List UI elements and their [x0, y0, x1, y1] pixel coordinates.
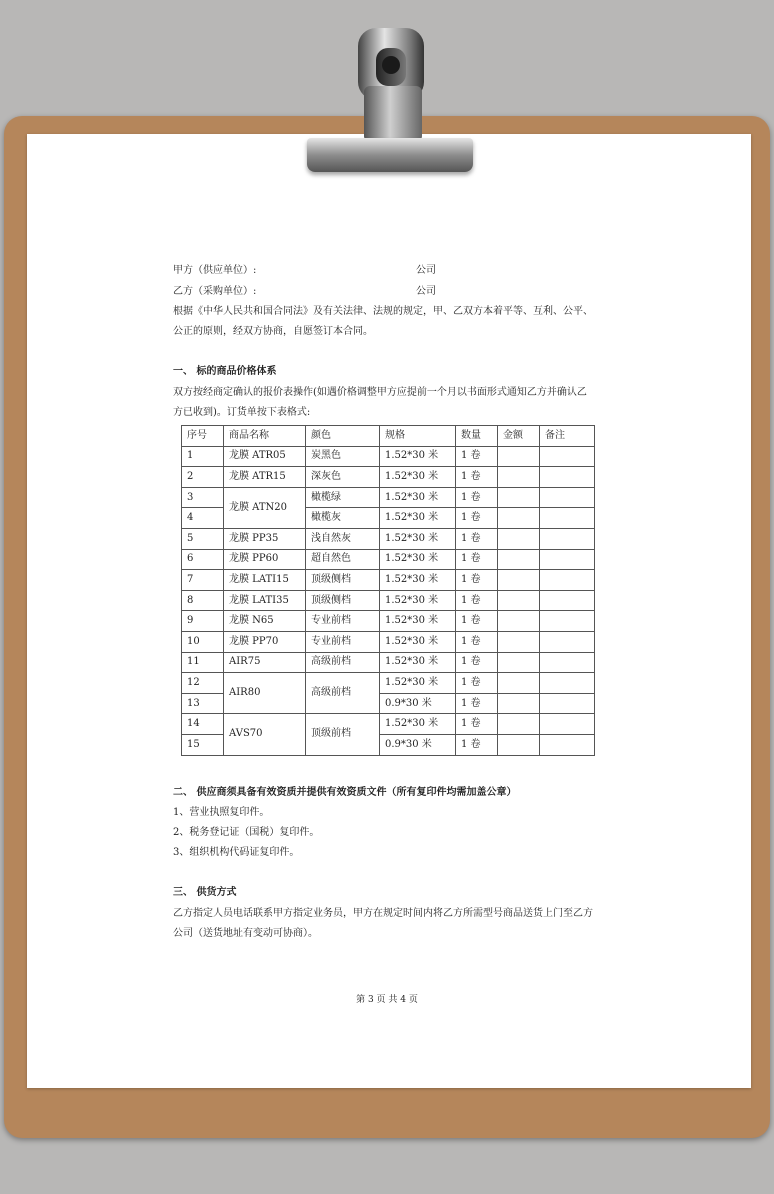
cell-remark — [540, 652, 595, 673]
cell-product: AVS70 — [224, 714, 306, 755]
cell-color: 橄榄灰 — [306, 508, 380, 529]
cell-qty: 1 卷 — [456, 590, 498, 611]
cell-remark — [540, 549, 595, 570]
cell-spec: 1.52*30 米 — [380, 549, 456, 570]
section1-title: 一、 标的商品价格体系 — [173, 366, 277, 377]
table-row — [182, 590, 595, 611]
cell-remark — [540, 611, 595, 632]
cell-color: 深灰色 — [306, 467, 380, 488]
intro-line-2: 公正的原则，经双方协商，自愿签订本合同。 — [173, 326, 373, 337]
header-cell: 颜色 — [306, 426, 380, 447]
table-row — [182, 570, 595, 591]
table-row — [182, 714, 595, 735]
header-cell: 商品名称 — [224, 426, 306, 447]
cell-qty: 1 卷 — [456, 446, 498, 467]
party-b-company: 公司 — [416, 286, 436, 297]
section2-item-1: 1、营业执照复印件。 — [173, 807, 270, 818]
cell-qty: 1 卷 — [456, 611, 498, 632]
cell-remark — [540, 570, 595, 591]
cell-product: 龙膜 PP70 — [224, 631, 306, 652]
cell-qty: 1 卷 — [456, 673, 498, 694]
table-row — [182, 549, 595, 570]
cell-spec: 1.52*30 米 — [380, 631, 456, 652]
cell-no: 4 — [182, 508, 224, 529]
table-header-row — [182, 426, 595, 447]
cell-remark — [540, 590, 595, 611]
cell-color: 橄榄绿 — [306, 487, 380, 508]
cell-spec: 1.52*30 米 — [380, 467, 456, 488]
cell-color: 专业前档 — [306, 631, 380, 652]
section3-text-line-2: 公司（送货地址有变动可协商）。 — [173, 928, 318, 939]
cell-amount — [498, 693, 540, 714]
cell-remark — [540, 467, 595, 488]
cell-color: 专业前档 — [306, 611, 380, 632]
header-cell: 金额 — [498, 426, 540, 447]
cell-no: 1 — [182, 446, 224, 467]
cell-amount — [498, 631, 540, 652]
binder-clip-hole — [382, 56, 400, 74]
cell-color: 炭黑色 — [306, 446, 380, 467]
cell-no: 14 — [182, 714, 224, 735]
binder-clip-base — [307, 138, 473, 172]
section2-title: 二、 供应商须具备有效资质并提供有效资质文件（所有复印件均需加盖公章） — [173, 787, 517, 798]
cell-spec: 1.52*30 米 — [380, 487, 456, 508]
cell-amount — [498, 508, 540, 529]
cell-color: 浅自然灰 — [306, 528, 380, 549]
cell-no: 13 — [182, 693, 224, 714]
cell-amount — [498, 714, 540, 735]
cell-amount — [498, 549, 540, 570]
intro-line-1: 根据《中华人民共和国合同法》及有关法律、法规的规定，甲、乙双方本着平等、互利、公平、 — [173, 306, 593, 317]
cell-spec: 0.9*30 米 — [380, 693, 456, 714]
cell-qty: 1 卷 — [456, 652, 498, 673]
cell-no: 8 — [182, 590, 224, 611]
cell-no: 6 — [182, 549, 224, 570]
cell-spec: 0.9*30 米 — [380, 734, 456, 755]
table-row — [182, 673, 595, 694]
cell-remark — [540, 673, 595, 694]
table-row — [182, 467, 595, 488]
cell-no: 7 — [182, 570, 224, 591]
cell-qty: 1 卷 — [456, 734, 498, 755]
cell-amount — [498, 446, 540, 467]
cell-remark — [540, 693, 595, 714]
cell-product: 龙膜 PP60 — [224, 549, 306, 570]
cell-product: 龙膜 LATI15 — [224, 570, 306, 591]
cell-amount — [498, 734, 540, 755]
cell-no: 11 — [182, 652, 224, 673]
cell-no: 15 — [182, 734, 224, 755]
table-row — [182, 446, 595, 467]
cell-qty: 1 卷 — [456, 693, 498, 714]
cell-remark — [540, 714, 595, 735]
cell-remark — [540, 487, 595, 508]
cell-product: AIR80 — [224, 673, 306, 714]
section1-text-line-1: 双方按经商定确认的报价表操作(如遇价格调整甲方应提前一个月以书面形式通知乙方并确认乙 — [173, 387, 587, 398]
cell-qty: 1 卷 — [456, 714, 498, 735]
cell-amount — [498, 467, 540, 488]
cell-remark — [540, 734, 595, 755]
cell-spec: 1.52*30 米 — [380, 611, 456, 632]
section2-item-3: 3、组织机构代码证复印件。 — [173, 847, 300, 858]
cell-qty: 1 卷 — [456, 631, 498, 652]
cell-spec: 1.52*30 米 — [380, 508, 456, 529]
cell-color: 高级前档 — [306, 673, 380, 714]
table-row — [182, 528, 595, 549]
page-footer: 第 3 页 共 4 页 — [356, 995, 418, 1005]
cell-qty: 1 卷 — [456, 528, 498, 549]
header-cell: 规格 — [380, 426, 456, 447]
cell-qty: 1 卷 — [456, 549, 498, 570]
table-row — [182, 631, 595, 652]
cell-amount — [498, 590, 540, 611]
party-b-label: 乙方（采购单位）: — [173, 286, 257, 297]
header-cell: 数量 — [456, 426, 498, 447]
cell-spec: 1.52*30 米 — [380, 528, 456, 549]
cell-product: 龙膜 N65 — [224, 611, 306, 632]
table-row — [182, 487, 595, 508]
cell-remark — [540, 446, 595, 467]
cell-color: 高级前档 — [306, 652, 380, 673]
header-cell: 序号 — [182, 426, 224, 447]
table-row — [182, 611, 595, 632]
cell-amount — [498, 652, 540, 673]
cell-spec: 1.52*30 米 — [380, 446, 456, 467]
cell-remark — [540, 631, 595, 652]
cell-product: 龙膜 ATR05 — [224, 446, 306, 467]
cell-spec: 1.52*30 米 — [380, 714, 456, 735]
cell-qty: 1 卷 — [456, 570, 498, 591]
cell-amount — [498, 673, 540, 694]
cell-no: 12 — [182, 673, 224, 694]
section3-text-line-1: 乙方指定人员电话联系甲方指定业务员，甲方在规定时间内将乙方所需型号商品送货上门至乙方 — [173, 908, 593, 919]
table-row — [182, 652, 595, 673]
cell-color: 顶级侧档 — [306, 590, 380, 611]
cell-no: 5 — [182, 528, 224, 549]
price-table — [181, 425, 595, 756]
cell-product: 龙膜 ATN20 — [224, 487, 306, 528]
cell-amount — [498, 611, 540, 632]
cell-no: 3 — [182, 487, 224, 508]
cell-amount — [498, 570, 540, 591]
cell-qty: 1 卷 — [456, 487, 498, 508]
cell-spec: 1.52*30 米 — [380, 590, 456, 611]
cell-remark — [540, 528, 595, 549]
section2-item-2: 2、税务登记证（国税）复印件。 — [173, 827, 320, 838]
cell-remark — [540, 508, 595, 529]
section3-title: 三、 供货方式 — [173, 887, 237, 898]
cell-qty: 1 卷 — [456, 467, 498, 488]
cell-no: 2 — [182, 467, 224, 488]
cell-no: 10 — [182, 631, 224, 652]
cell-color: 顶级侧档 — [306, 570, 380, 591]
party-a-company: 公司 — [416, 265, 436, 276]
binder-clip-arm — [364, 86, 422, 142]
cell-amount — [498, 528, 540, 549]
cell-spec: 1.52*30 米 — [380, 673, 456, 694]
cell-amount — [498, 487, 540, 508]
cell-product: AIR75 — [224, 652, 306, 673]
party-a-label: 甲方（供应单位）: — [173, 265, 257, 276]
cell-qty: 1 卷 — [456, 508, 498, 529]
cell-spec: 1.52*30 米 — [380, 652, 456, 673]
cell-product: 龙膜 ATR15 — [224, 467, 306, 488]
cell-no: 9 — [182, 611, 224, 632]
cell-color: 顶级前档 — [306, 714, 380, 755]
cell-product: 龙膜 LATI35 — [224, 590, 306, 611]
cell-product: 龙膜 PP35 — [224, 528, 306, 549]
header-cell: 备注 — [540, 426, 595, 447]
cell-color: 超自然色 — [306, 549, 380, 570]
section1-text-line-2: 方已收到)。订货单按下表格式: — [173, 407, 311, 418]
cell-spec: 1.52*30 米 — [380, 570, 456, 591]
